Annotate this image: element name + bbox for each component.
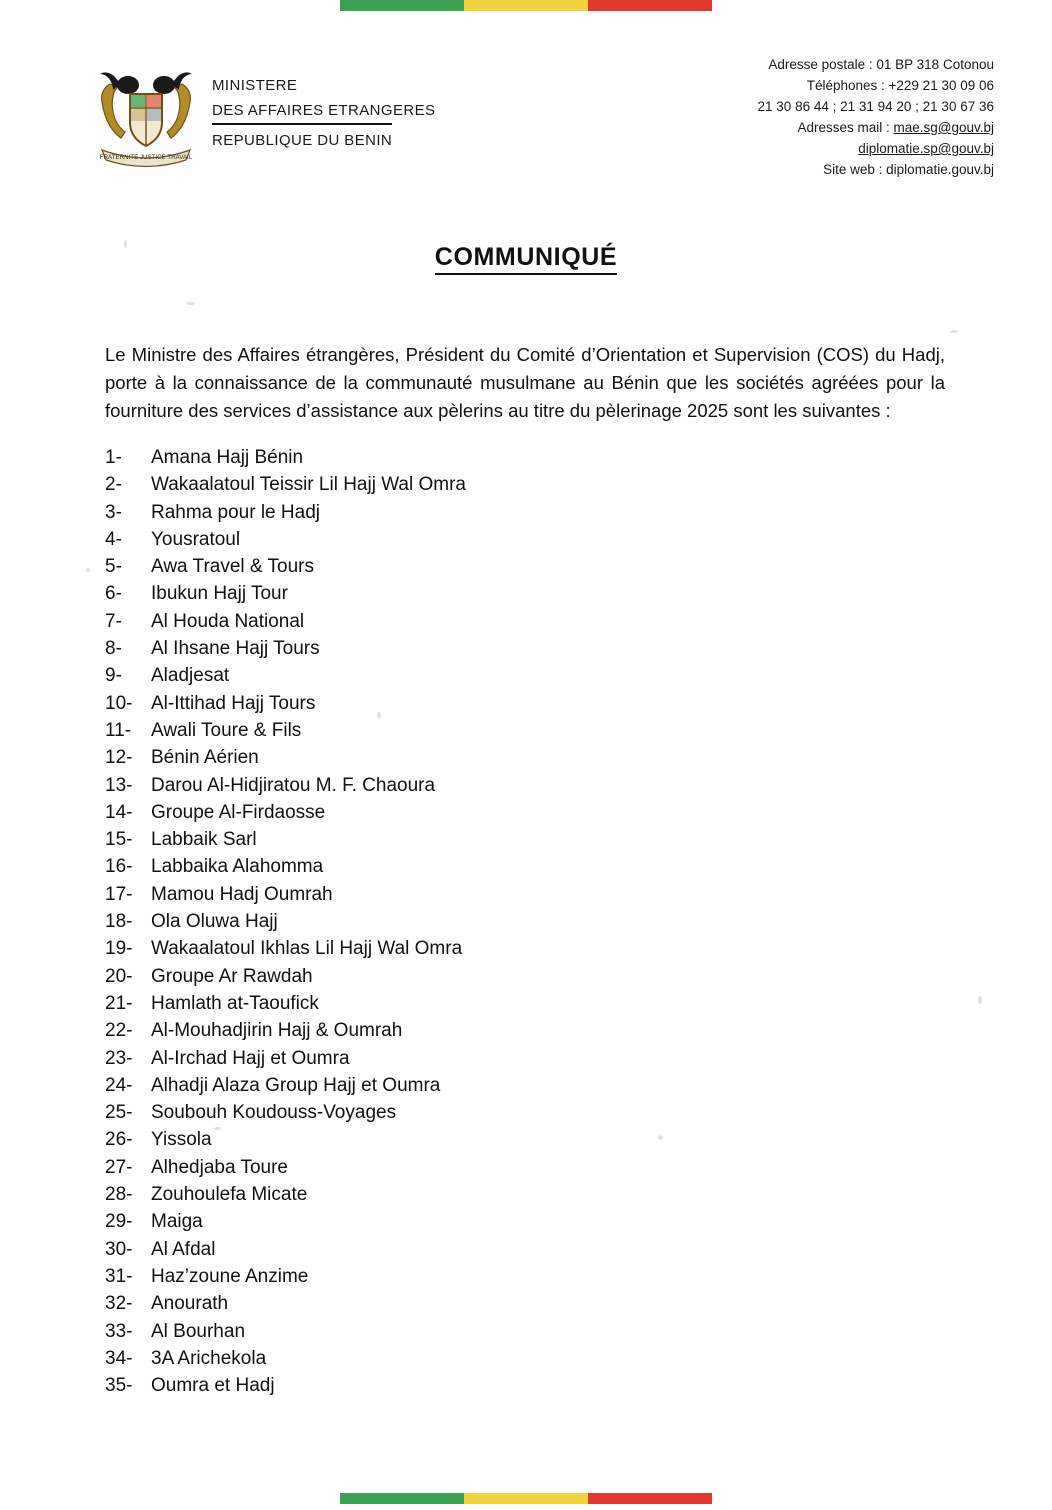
list-item-number: 35- (105, 1375, 133, 1397)
benin-coat-of-arms-icon (90, 54, 202, 172)
scan-speck (214, 1127, 221, 1130)
list-item (105, 635, 805, 662)
list-item-number: 27- (105, 1156, 133, 1178)
list-item-label: Al Afdal (151, 1238, 216, 1260)
list-item (105, 1208, 805, 1235)
list-item-number: 16- (105, 856, 133, 878)
list-item-number: 24- (105, 1074, 133, 1096)
list-item (105, 1017, 805, 1044)
list-item (105, 1236, 805, 1263)
list-item-number: 15- (105, 829, 133, 851)
list-item-label: Awa Travel & Tours (151, 556, 314, 578)
list-item-label: Labbaik Sarl (151, 829, 257, 851)
email-address-2[interactable]: diplomatie.sp@gouv.bj (858, 141, 994, 156)
list-item (105, 990, 805, 1017)
list-item-label: Groupe Al-Firdaosse (151, 801, 326, 823)
page-title (0, 243, 1052, 272)
list-item (105, 1372, 805, 1399)
list-item (105, 908, 805, 935)
list-item (105, 608, 805, 635)
list-item (105, 1099, 805, 1126)
list-item-number: 28- (105, 1184, 133, 1206)
list-item-number: 5- (105, 556, 122, 578)
list-item-label: Groupe Ar Rawdah (151, 965, 313, 987)
flag-segment-yellow (464, 1493, 588, 1504)
list-item-label: Yissola (151, 1129, 212, 1151)
list-item-label: Al Houda National (151, 610, 305, 632)
list-item-number: 21- (105, 992, 133, 1014)
list-item (105, 662, 805, 689)
list-item (105, 553, 805, 580)
list-item-number: 19- (105, 938, 133, 960)
list-item-label: Oumra et Hadj (151, 1375, 275, 1397)
list-item (105, 744, 805, 771)
email-address-1[interactable]: mae.sg@gouv.bj (893, 120, 994, 135)
page-title-text: COMMUNIQUÉ (435, 243, 617, 275)
list-item-number: 13- (105, 774, 133, 796)
list-item-number: 6- (105, 583, 122, 605)
ministry-line-3: REPUBLIQUE DU BENIN (212, 123, 392, 153)
list-item-number: 17- (105, 883, 133, 905)
approved-companies-list (105, 444, 805, 1399)
ministry-identity (90, 54, 435, 172)
scan-speck (978, 996, 982, 1004)
list-item-number: 10- (105, 692, 133, 714)
ministry-name-block (212, 73, 435, 153)
list-item-number: 12- (105, 747, 133, 769)
list-item (105, 963, 805, 990)
list-item (105, 471, 805, 498)
list-item-label: Al-Mouhadjirin Hajj & Oumrah (151, 1020, 403, 1042)
list-item-label: Alhadji Alaza Group Hajj et Oumra (151, 1074, 441, 1096)
list-item-label: Wakaalatoul Ikhlas Lil Hajj Wal Omra (151, 938, 463, 960)
list-item-label: Hamlath at-Taoufick (151, 992, 319, 1014)
list-item (105, 580, 805, 607)
list-item-number: 1- (105, 447, 122, 468)
list-item-number: 26- (105, 1129, 133, 1151)
flag-segment-red (588, 0, 712, 11)
phone-line-1: Téléphones : +229 21 30 09 06 (806, 78, 994, 93)
list-item-number: 9- (105, 665, 122, 687)
ministry-line-2: DES AFFAIRES ETRANGERES (212, 102, 436, 119)
scan-speck (377, 712, 381, 719)
list-item-number: 7- (105, 610, 122, 632)
list-item-number: 30- (105, 1238, 133, 1260)
list-item-label: Mamou Hadj Oumrah (151, 883, 333, 905)
list-item-label: Ibukun Hajj Tour (151, 583, 288, 605)
list-item-label: Al Bourhan (151, 1320, 246, 1342)
list-item (105, 1345, 805, 1372)
flag-segment-yellow (464, 0, 588, 11)
list-item (105, 1126, 805, 1153)
list-item (105, 444, 805, 471)
list-item-label: Ola Oluwa Hajj (151, 911, 278, 933)
list-item-label: Wakaalatoul Teissir Lil Hajj Wal Omra (151, 474, 466, 496)
scan-speck (186, 302, 195, 305)
list-item-number: 14- (105, 801, 133, 823)
list-item (105, 526, 805, 553)
list-item-number: 18- (105, 911, 133, 933)
list-item-number: 22- (105, 1020, 133, 1042)
list-item-number: 20- (105, 965, 133, 987)
top-flag-bar (340, 0, 712, 11)
list-item-number: 33- (105, 1320, 133, 1342)
intro-paragraph: Le Ministre des Affaires étrangères, Président du Comité d’Orientation et Supervision (COS) du Hadj, porte à la connaissance de la communauté musulmane au Bénin que les sociétés agréées pour la fourniture des services d’assistance aux pèlerins au titre du pèlerinage 2025 sont les suivantes : (105, 343, 945, 421)
list-item (105, 690, 805, 717)
svg-text:FRATERNITE JUSTICE TRAVAIL: FRATERNITE JUSTICE TRAVAIL (99, 154, 193, 161)
list-item-number: 29- (105, 1211, 133, 1233)
list-item-number: 34- (105, 1347, 133, 1369)
list-item-label: Haz’zoune Anzime (151, 1265, 309, 1287)
list-item-label: Darou Al-Hidjiratou M. F. Chaoura (151, 774, 436, 796)
document-header (0, 48, 1052, 198)
flag-segment-red (588, 1493, 712, 1504)
website-line[interactable]: Site web : diplomatie.gouv.bj (823, 162, 994, 177)
list-item-number: 11- (105, 719, 132, 741)
list-item (105, 717, 805, 744)
list-item (105, 799, 805, 826)
phone-line-2: 21 30 86 44 ; 21 31 94 20 ; 21 30 67 36 (757, 99, 994, 114)
list-item-label: Alhedjaba Toure (151, 1156, 288, 1178)
list-item-number: 25- (105, 1102, 133, 1124)
list-item-label: Al Ihsane Hajj Tours (151, 638, 320, 660)
list-item-label: Anourath (151, 1293, 229, 1315)
list-item-label: Rahma pour le Hadj (151, 501, 320, 523)
flag-segment-green (340, 0, 464, 11)
list-item-number: 3- (105, 501, 122, 523)
list-item (105, 1290, 805, 1317)
list-item (105, 1045, 805, 1072)
scan-speck (950, 330, 958, 333)
email-line-1 (758, 117, 994, 138)
ministry-line-1: MINISTERE (212, 77, 298, 94)
list-item-label: Labbaika Alahomma (151, 856, 324, 878)
list-item-label: Awali Toure & Fils (151, 719, 302, 741)
scan-speck (124, 240, 127, 248)
scan-speck (86, 568, 90, 572)
list-item (105, 881, 805, 908)
list-item-label: Zouhoulefa Micate (151, 1184, 308, 1206)
postal-address: Adresse postale : 01 BP 318 Cotonou (768, 57, 994, 72)
list-item-number: 8- (105, 638, 122, 660)
list-item (105, 499, 805, 526)
list-item (105, 772, 805, 799)
list-item-number: 4- (105, 528, 122, 550)
contact-block (758, 54, 994, 180)
list-item (105, 853, 805, 880)
bottom-flag-bar (340, 1493, 712, 1504)
list-item (105, 826, 805, 853)
list-item-label: Amana Hajj Bénin (151, 447, 304, 468)
list-item (105, 935, 805, 962)
list-item (105, 1263, 805, 1290)
list-item-label: Maiga (151, 1211, 203, 1233)
list-item (105, 1154, 805, 1181)
list-item-label: Aladjesat (151, 665, 230, 687)
list-item (105, 1072, 805, 1099)
email-label: Adresses mail : (797, 120, 890, 135)
list-item-label: Al-Ittihad Hajj Tours (151, 692, 316, 714)
list-item (105, 1181, 805, 1208)
list-item-label: Al-Irchad Hajj et Oumra (151, 1047, 350, 1069)
list-item-number: 32- (105, 1293, 133, 1315)
list-item-label: 3A Arichekola (151, 1347, 267, 1369)
flag-segment-green (340, 1493, 464, 1504)
list-item-number: 31- (105, 1265, 133, 1287)
list-item (105, 1318, 805, 1345)
list-item-label: Bénin Aérien (151, 747, 259, 769)
scan-speck (658, 1135, 663, 1140)
list-item-number: 23- (105, 1047, 133, 1069)
list-item-label: Yousratoul (151, 528, 241, 550)
list-item-number: 2- (105, 474, 122, 496)
list-item-label: Soubouh Koudouss-Voyages (151, 1102, 397, 1124)
